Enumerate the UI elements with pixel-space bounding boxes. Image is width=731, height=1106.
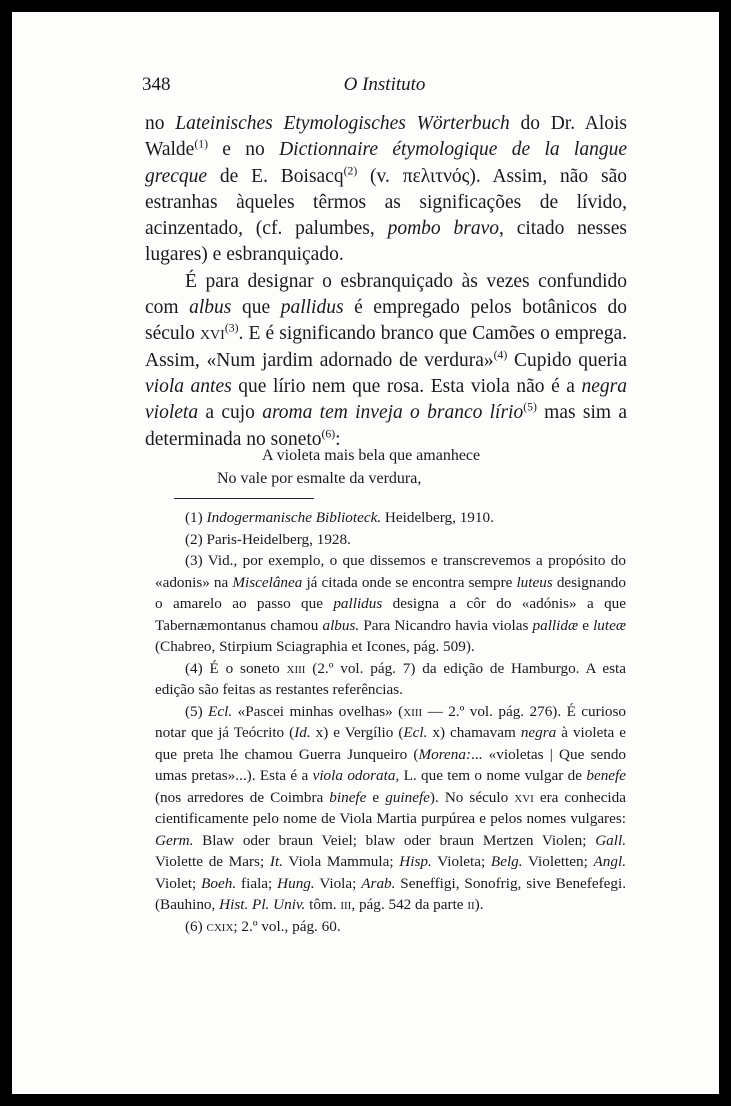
page <box>12 12 719 1094</box>
paragraph: no Lateinisches Etymologisches Wörterbuch do Dr. Alois Walde$^{(1)}$ e no Dictionnaire étymologique de la langue grecque de E. Boisacq$^{(2)}$ (v. πελιτνός). Assim, não são estranhas àqueles têrmos as significações de lívido, acinzentado, (cf. palumbes, pombo bravo, citado nesses lugares) e esbranquiçado. <box>145 113 628 266</box>
verse-quote <box>217 444 637 490</box>
footnote-ref: (1) <box>194 137 208 151</box>
page-number: 348 <box>142 74 171 95</box>
page-header <box>142 74 627 98</box>
footnote-3: (3) Vid., por exemplo, o que dissemos e transcrevemos a propósito do «adonis» na Miscelânea já citada onde se encontra sempre luteus designando o amarelo ao passo que pallidus designa a côr do «adónis» a que Tabernæmontanus chamou albus. Para Nicandro havia violas pallidæ e luteæ (Chabreo, Stirpium Sciagraphia et Icones, pág. 509). <box>155 552 626 655</box>
footnote-6: (6) cxix; 2.º vol., pág. 60. <box>185 917 341 935</box>
paragraph: É para designar o esbranquiçado às vezes confundido com albus que pallidus é empregado pelos botânicos do século xvi$^{(3)}$. E é significando branco que Camões o emprega. Assim, «Num jardim adornado de verdura»$^{(4)}$ Cupido queria viola antes que lírio nem que rosa. Esta viola não é a negra violeta a cujo aroma tem inveja o branco lírio$^{(5)}$ mas sim a determinada no soneto$^{(6)}$: <box>145 270 628 450</box>
footnote-ref: (5) <box>523 400 537 414</box>
body-text <box>145 111 627 453</box>
footnote-2: (2) Paris-Heidelberg, 1928. <box>185 530 351 548</box>
verse-line: A violeta mais bela que amanhece <box>262 447 481 464</box>
footnote-ref: (6) <box>321 427 336 441</box>
footnote-divider <box>174 498 314 499</box>
footnotes <box>155 507 626 937</box>
footnote-ref: (4) <box>493 348 508 362</box>
verse-line: No vale por esmalte da verdura, <box>217 470 422 487</box>
running-title: O Instituto <box>343 74 426 95</box>
footnote-5: (5) Ecl. «Pascei minhas ovelhas» (xiii — 2.º vol. pág. 276). É curioso notar que já Teócrito (Id. x) e Vergílio (Ecl. x) chamavam negra à violeta e que preta lhe chamou Guerra Junqueiro (Morena:... «violetas | Que sendo umas pretas»...). Esta é a viola odorata, L. que tem o nome vulgar de benefe (nos arredores de Coimbra binefe e guinefe). No século xvi era conhecida cientificamente pelo nome de Viola Martia purpúrea e pelos nomes vulgares: Germ. Blaw oder braun Veiel; blaw oder braun Mertzen Violen; Gall. Violette de Mars; It. Viola Mammula; Hisp. Violeta; Belg. Violetten; Angl. Violet; Boeh. fiala; Hung. Viola; Arab. Seneffigi, Sonofrig, sive Benefefegi. (Bauhino, Hist. Pl. Univ. tôm. iii, pág. 542 da parte ii). <box>155 702 627 913</box>
footnote-ref: (3) <box>224 321 239 335</box>
footnote-ref: (2) <box>343 164 358 178</box>
footnote-4: (4) É o soneto xiii (2.º vol. pág. 7) da edição de Hamburgo. A esta edição são feitas as restantes referências. <box>155 659 627 698</box>
footnote-1: (1) Indogermanische Biblioteck. Heidelberg, 1910. <box>185 509 494 526</box>
